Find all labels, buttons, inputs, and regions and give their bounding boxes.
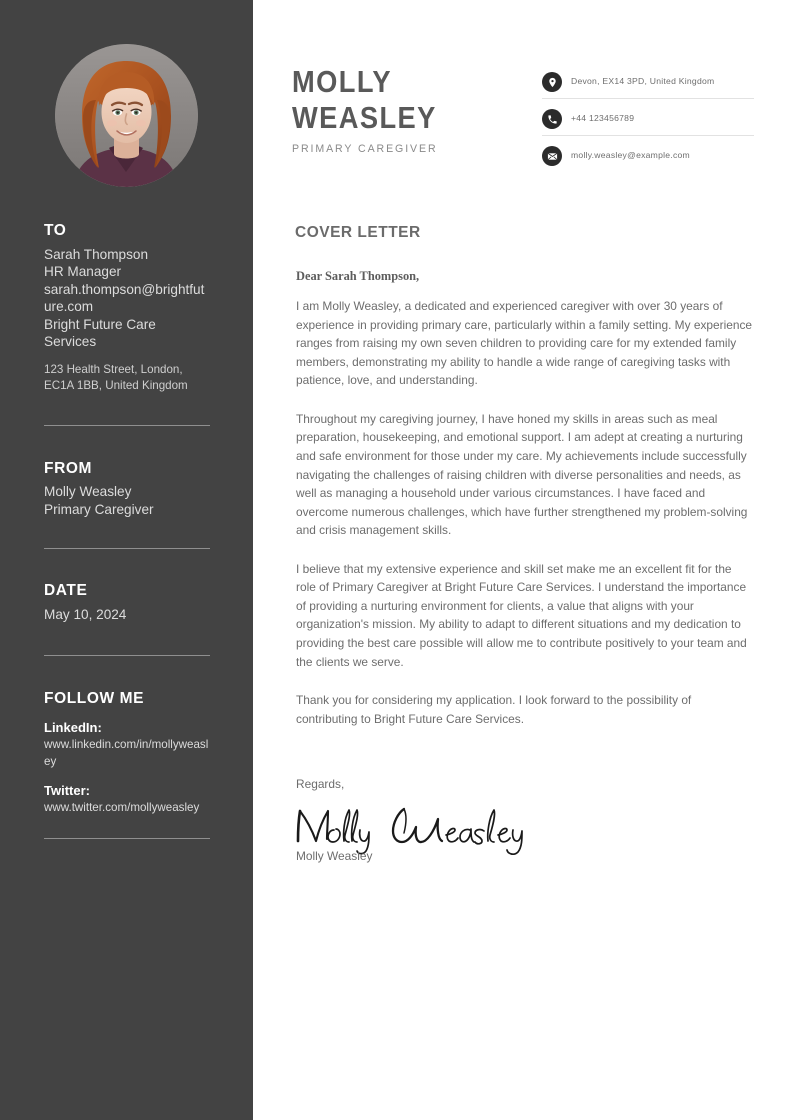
from-heading: FROM xyxy=(44,459,93,477)
sidebar xyxy=(0,0,253,1120)
social-item-twitter[interactable] xyxy=(44,783,210,817)
header xyxy=(292,62,754,172)
closing-line: Regards, xyxy=(296,777,345,792)
twitter-url[interactable]: www.twitter.com/mollyweasley xyxy=(44,801,200,815)
salutation: Dear Sarah Thompson, xyxy=(296,269,420,283)
letter-paragraph-1: I am Molly Weasley, a dedicated and experienced caregiver with over 30 years of experience in providing primary care, particularly within a family setting. My experience ranges from raising my own seven children to providing care for my extended family members, demonstrating my ability to handle a wide range of caregiving tasks with patience, love, and understanding. xyxy=(296,299,753,388)
date-heading: DATE xyxy=(44,582,88,600)
last-name: WEASLEY xyxy=(292,99,437,135)
signature xyxy=(294,797,754,855)
letter-paragraph-3: I believe that my extensive experience and skill set make me an excellent fit for the role of Primary Caregiver at Bright Future Care Services. I understand the importance of providing a nurturing environment for clients, a value that aligns with your organization's mission. My ability to adapt to different situations and my dedication to providing the best care possible will allow me to contribute positively to your team and the clients we serve. xyxy=(296,561,747,669)
to-block xyxy=(44,222,210,395)
portrait-photo-icon xyxy=(55,44,198,187)
page-title: COVER LETTER xyxy=(295,224,421,241)
recipient-email[interactable]: sarah.thompson@brightfuture.com xyxy=(44,281,205,315)
first-name: MOLLY xyxy=(292,64,393,99)
linkedin-url[interactable]: www.linkedin.com/in/mollyweasley xyxy=(44,738,209,768)
follow-block xyxy=(44,690,210,816)
signature-script-icon xyxy=(294,797,552,855)
date-block xyxy=(44,582,210,623)
contact-row-phone xyxy=(542,107,754,136)
divider-from-date xyxy=(44,548,210,549)
main-content xyxy=(253,0,794,1120)
recipient-name: Sarah Thompson xyxy=(44,246,149,262)
envelope-icon xyxy=(542,146,562,166)
recipient-company: Bright Future Care Services xyxy=(44,316,156,350)
job-role: PRIMARY CAREGIVER xyxy=(292,142,438,155)
twitter-label: Twitter: xyxy=(44,783,90,799)
name-block xyxy=(292,62,457,156)
sender-name: Molly Weasley xyxy=(44,484,132,500)
recipient-title: HR Manager xyxy=(44,264,122,280)
sender-title: Primary Caregiver xyxy=(44,501,154,517)
divider-to-from xyxy=(44,425,210,426)
divider-date-follow xyxy=(44,655,210,656)
letter-paragraph-2: Throughout my caregiving journey, I have honed my skills in areas such as meal preparation, housekeeping, and emotional support. I am adept at creating a nurturing and safe environment for those under my care. My achievements include successfully navigating the challenges of raising children with diverse personalities and needs, as well as managing a household under various circumstances. I have faced and overcome numerous challenges, which have further strengthened my problem-solving and crisis management skills. xyxy=(296,411,748,538)
letter-paragraph-4: Thank you for considering my application. I look forward to the possibility of contributing to Bright Future Care Services. xyxy=(296,693,692,726)
email-text[interactable]: molly.weasley@example.com xyxy=(571,150,690,161)
from-block xyxy=(44,460,210,519)
recipient-address: 123 Health Street, London, EC1A 1BB, United Kingdom xyxy=(44,362,188,393)
to-heading: TO xyxy=(44,222,67,239)
social-item-linkedin[interactable] xyxy=(44,720,210,770)
location-pin-icon xyxy=(542,72,562,92)
phone-text[interactable]: +44 123456789 xyxy=(571,113,635,124)
phone-icon xyxy=(542,109,562,129)
contact-row-location xyxy=(542,70,754,99)
follow-heading: FOLLOW ME xyxy=(44,690,145,708)
signature-name: Molly Weasley xyxy=(296,849,373,864)
date-value: May 10, 2024 xyxy=(44,606,127,622)
contact-row-email xyxy=(542,144,754,172)
location-text: Devon, EX14 3PD, United Kingdom xyxy=(571,76,715,87)
linkedin-label: LinkedIn: xyxy=(44,720,102,736)
avatar xyxy=(55,44,198,187)
divider-follow-bottom xyxy=(44,838,210,839)
contact-list xyxy=(542,62,754,172)
